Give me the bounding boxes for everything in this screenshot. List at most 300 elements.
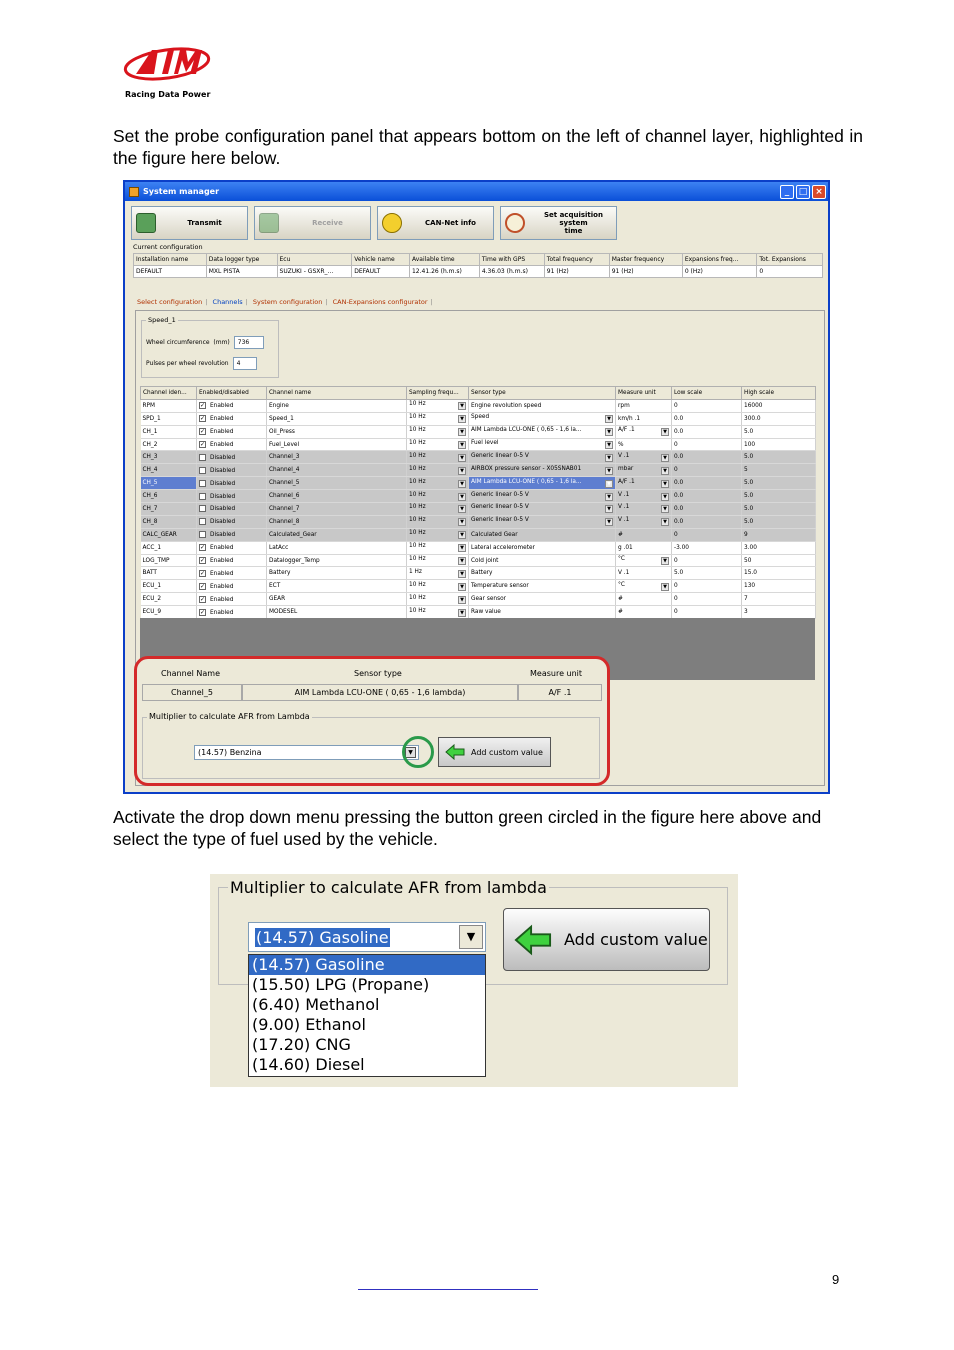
- sampling-frequency[interactable]: [407, 541, 469, 554]
- chevron-down-icon[interactable]: ▼: [458, 609, 466, 617]
- chevron-down-icon[interactable]: ▼: [458, 596, 466, 604]
- enable-checkbox[interactable]: ✓: [200, 608, 206, 616]
- sensor-type[interactable]: [469, 515, 616, 528]
- chevron-down-icon[interactable]: ▼: [661, 557, 669, 565]
- high-scale[interactable]: 5.0: [742, 425, 816, 438]
- channels-header-cell[interactable]: High scale: [742, 387, 816, 400]
- config-value-row[interactable]: [134, 266, 823, 278]
- channel-name[interactable]: Channel_8: [267, 515, 407, 528]
- sensor-type[interactable]: [469, 528, 616, 541]
- configuration-table: [133, 253, 823, 278]
- channel-state[interactable]: [197, 503, 267, 516]
- config-value-cell: MXL PISTA: [206, 266, 277, 278]
- table-row[interactable]: [141, 464, 816, 477]
- can-net-info-button[interactable]: CAN-Net info: [377, 206, 494, 240]
- measure-unit[interactable]: [616, 554, 672, 567]
- channel-state-label: Disabled: [210, 480, 236, 487]
- channel-state[interactable]: [197, 412, 267, 425]
- channel-name[interactable]: Oil_Press: [267, 425, 407, 438]
- speed-group-legend: Speed_1: [148, 316, 176, 324]
- minimize-icon[interactable]: _: [780, 185, 794, 199]
- channel-state[interactable]: [197, 541, 267, 554]
- fuel-option[interactable]: (6.40) Methanol: [252, 995, 380, 1014]
- sensor-type[interactable]: [469, 554, 616, 567]
- channel-state-label: Enabled: [210, 570, 234, 577]
- measure-unit[interactable]: [616, 464, 672, 477]
- chevron-down-icon[interactable]: ▼: [661, 428, 669, 436]
- table-row[interactable]: [141, 490, 816, 503]
- tab-select-configuration[interactable]: Select configuration: [137, 298, 203, 306]
- sensor-type-value: Lateral accelerometer: [471, 544, 535, 551]
- measure-unit-value: #: [618, 596, 623, 603]
- channel-state-label: Disabled: [210, 506, 236, 513]
- channel-id: ECU_2: [141, 593, 197, 606]
- measure-unit[interactable]: [616, 606, 672, 619]
- chevron-down-icon[interactable]: ▼: [458, 493, 466, 501]
- channel-state-label: Disabled: [210, 454, 236, 461]
- config-header-cell: Time with GPS: [479, 254, 544, 266]
- sensor-type-value: Generic linear 0-5 V: [471, 452, 529, 459]
- measure-unit-value: V .1: [618, 452, 630, 459]
- low-scale[interactable]: 0.0: [672, 425, 742, 438]
- fuel-option[interactable]: (17.20) CNG: [252, 1035, 351, 1054]
- chevron-down-icon[interactable]: ▼: [458, 518, 466, 526]
- measure-unit-value: V .1: [618, 491, 630, 498]
- config-header-cell: Total frequency: [544, 254, 609, 266]
- channel-state[interactable]: [197, 451, 267, 464]
- measure-unit[interactable]: [616, 412, 672, 425]
- enable-checkbox[interactable]: ✓: [200, 595, 206, 603]
- chevron-down-icon[interactable]: ▼: [458, 583, 466, 591]
- sensor-type[interactable]: [469, 490, 616, 503]
- enable-checkbox[interactable]: [199, 518, 206, 525]
- chevron-down-icon[interactable]: ▼: [661, 467, 669, 475]
- zoom-group-legend: Multiplier to calculate AFR from lambda: [230, 878, 547, 897]
- afr-group-legend: Multiplier to calculate AFR from Lambda: [149, 712, 310, 721]
- maximize-icon[interactable]: □: [796, 185, 810, 199]
- window-titlebar: [125, 182, 828, 201]
- channel-name[interactable]: Channel_4: [267, 464, 407, 477]
- measure-unit[interactable]: [616, 567, 672, 580]
- chevron-down-icon[interactable]: ▼: [661, 454, 669, 462]
- transmit-button[interactable]: Transmit: [131, 206, 248, 240]
- probe-sensor-type: AIM Lambda LCU-ONE ( 0,65 - 1,6 lambda): [242, 684, 518, 701]
- table-row[interactable]: [141, 425, 816, 438]
- wheel-circumference-input[interactable]: 736: [234, 336, 264, 349]
- sensor-type[interactable]: [469, 464, 616, 477]
- table-row[interactable]: [141, 412, 816, 425]
- arrow-left-icon: [514, 924, 552, 956]
- sampling-frequency[interactable]: [407, 477, 469, 490]
- sensor-type[interactable]: [469, 438, 616, 451]
- receive-button[interactable]: Receive: [254, 206, 371, 240]
- channels-header-cell[interactable]: Low scale: [672, 387, 742, 400]
- sensor-type[interactable]: [469, 412, 616, 425]
- sensor-type[interactable]: [469, 580, 616, 593]
- enable-checkbox[interactable]: ✓: [200, 544, 206, 552]
- enable-checkbox[interactable]: [199, 480, 206, 487]
- measure-unit-value: #: [618, 531, 623, 538]
- channel-id: CH_8: [141, 515, 197, 528]
- config-value-cell: 91 (Hz): [544, 266, 609, 278]
- chevron-down-icon[interactable]: ▼: [458, 402, 466, 410]
- sampling-frequency[interactable]: [407, 554, 469, 567]
- measure-unit-value: #: [618, 609, 623, 616]
- high-scale[interactable]: 5.0: [742, 477, 816, 490]
- chevron-down-icon[interactable]: ▼: [605, 505, 613, 513]
- measure-unit[interactable]: [616, 541, 672, 554]
- chevron-down-icon[interactable]: ▼: [458, 467, 466, 475]
- wheel-circumference-row: Wheel circumference (mm) 736: [146, 336, 264, 349]
- channel-state[interactable]: [197, 567, 267, 580]
- chevron-down-icon[interactable]: ▼: [661, 493, 669, 501]
- chevron-down-icon[interactable]: ▼: [605, 480, 613, 488]
- channel-id: ACC_1: [141, 541, 197, 554]
- low-scale[interactable]: 5.0: [672, 567, 742, 580]
- channels-header-cell[interactable]: Sampling frequ...: [407, 387, 469, 400]
- tab-can-expansions[interactable]: CAN-Expansions configurator: [332, 298, 428, 306]
- sampling-frequency[interactable]: [407, 515, 469, 528]
- high-scale[interactable]: 130: [742, 580, 816, 593]
- channel-name[interactable]: GEAR: [267, 593, 407, 606]
- chevron-down-icon[interactable]: ▼: [661, 480, 669, 488]
- channel-name[interactable]: Fuel_Level: [267, 438, 407, 451]
- measure-unit[interactable]: [616, 399, 672, 412]
- sensor-type[interactable]: [469, 541, 616, 554]
- channel-id: SPD_1: [141, 412, 197, 425]
- high-scale[interactable]: 15.0: [742, 567, 816, 580]
- table-row[interactable]: [141, 503, 816, 516]
- measure-unit[interactable]: [616, 503, 672, 516]
- low-scale[interactable]: 0: [672, 606, 742, 619]
- measure-unit[interactable]: [616, 580, 672, 593]
- table-row[interactable]: [141, 606, 816, 619]
- table-row[interactable]: [141, 567, 816, 580]
- table-row[interactable]: [141, 438, 816, 451]
- chevron-down-icon[interactable]: ▼: [458, 531, 466, 539]
- chevron-down-icon[interactable]: ▼: [458, 505, 466, 513]
- pulses-input[interactable]: 4: [233, 357, 257, 370]
- chevron-down-icon[interactable]: ▼: [458, 441, 466, 449]
- channels-header-cell[interactable]: Sensor type: [469, 387, 616, 400]
- channel-name[interactable]: MODESEL: [267, 606, 407, 619]
- channels-header-cell[interactable]: Enabled/disabled: [197, 387, 267, 400]
- fuel-option[interactable]: (9.00) Ethanol: [252, 1015, 366, 1034]
- channel-id: CH_5: [141, 477, 197, 490]
- chevron-down-icon[interactable]: ▼: [661, 583, 669, 591]
- set-acquisition-time-button[interactable]: Set acquisition system time: [500, 206, 617, 240]
- low-scale[interactable]: 0.0: [672, 515, 742, 528]
- sensor-type-value: Fuel level: [471, 440, 499, 446]
- high-scale[interactable]: 100: [742, 438, 816, 451]
- channel-state-label: Enabled: [210, 609, 234, 616]
- sensor-type[interactable]: [469, 425, 616, 438]
- high-scale[interactable]: 5.0: [742, 490, 816, 503]
- low-scale[interactable]: 0: [672, 399, 742, 412]
- low-scale[interactable]: 0: [672, 464, 742, 477]
- high-scale[interactable]: 3.00: [742, 541, 816, 554]
- channel-name[interactable]: Calculated_Gear: [267, 528, 407, 541]
- table-row[interactable]: [141, 528, 816, 541]
- sensor-type[interactable]: [469, 606, 616, 619]
- sampling-frequency[interactable]: [407, 425, 469, 438]
- channel-state-label: Enabled: [210, 545, 234, 552]
- header-measure-unit: Measure unit: [530, 669, 583, 678]
- channels-header-cell[interactable]: Channel iden...: [141, 387, 197, 400]
- enable-checkbox[interactable]: ✓: [200, 557, 206, 565]
- table-row[interactable]: [141, 515, 816, 528]
- measure-unit-value: A/F .1: [618, 478, 635, 485]
- fuel-option[interactable]: (15.50) LPG (Propane): [252, 975, 430, 994]
- channel-name[interactable]: Channel_6: [267, 490, 407, 503]
- low-scale[interactable]: 0: [672, 528, 742, 541]
- channel-state-label: Disabled: [210, 467, 236, 474]
- sensor-type-value: Generic linear 0-5 V: [471, 491, 529, 498]
- low-scale[interactable]: 0.0: [672, 412, 742, 425]
- channel-state[interactable]: [197, 528, 267, 541]
- add-custom-value-button[interactable]: Add custom value: [438, 737, 551, 767]
- config-header-cell: Expansions freq...: [682, 254, 757, 266]
- measure-unit[interactable]: [616, 528, 672, 541]
- channel-name[interactable]: Battery: [267, 567, 407, 580]
- channel-name[interactable]: Speed_1: [267, 412, 407, 425]
- measure-unit[interactable]: [616, 451, 672, 464]
- enable-checkbox[interactable]: ✓: [200, 582, 206, 590]
- channel-id: LOG_TMP: [141, 554, 197, 567]
- low-scale[interactable]: 0.0: [672, 503, 742, 516]
- sensor-type[interactable]: [469, 503, 616, 516]
- table-row[interactable]: [141, 554, 816, 567]
- channel-state[interactable]: [197, 580, 267, 593]
- low-scale[interactable]: -3.00: [672, 541, 742, 554]
- chevron-down-icon[interactable]: ▼: [661, 518, 669, 526]
- measure-unit[interactable]: [616, 515, 672, 528]
- tab-channels[interactable]: Channels: [212, 298, 243, 306]
- chevron-down-icon[interactable]: ▼: [458, 570, 466, 578]
- current-configuration-label: Current configuration: [133, 243, 203, 251]
- sampling-frequency[interactable]: [407, 580, 469, 593]
- sampling-frequency[interactable]: [407, 451, 469, 464]
- channel-state-label: Disabled: [210, 493, 236, 500]
- high-scale[interactable]: 50: [742, 554, 816, 567]
- frequency-value: 10 Hz: [409, 465, 426, 472]
- sensor-type-value: AIM Lambda LCU-ONE ( 0,65 - 1,6 la...: [471, 478, 582, 485]
- frequency-value: 10 Hz: [409, 504, 426, 511]
- config-value-cell: SUZUKI - GSXR_...: [277, 266, 352, 278]
- measure-unit[interactable]: [616, 425, 672, 438]
- config-value-cell: 12.41.26 (h.m.s): [409, 266, 479, 278]
- low-scale[interactable]: 0: [672, 438, 742, 451]
- enable-checkbox[interactable]: ✓: [200, 569, 206, 577]
- config-header-cell: Data logger type: [206, 254, 277, 266]
- channel-id: ECU_9: [141, 606, 197, 619]
- chevron-down-icon[interactable]: ▼: [458, 544, 466, 552]
- channel-id: CH_6: [141, 490, 197, 503]
- table-row[interactable]: [141, 593, 816, 606]
- sampling-frequency[interactable]: [407, 399, 469, 412]
- channel-name[interactable]: Channel_5: [267, 477, 407, 490]
- config-header-cell: Tot. Expansions: [757, 254, 823, 266]
- chevron-down-icon[interactable]: ▼: [458, 480, 466, 488]
- footer-link-underline[interactable]: [358, 1289, 538, 1290]
- high-scale[interactable]: 5: [742, 464, 816, 477]
- sampling-frequency[interactable]: [407, 438, 469, 451]
- lambda-probe-panel: [134, 656, 610, 786]
- tab-system-configuration[interactable]: System configuration: [252, 298, 323, 306]
- measure-unit[interactable]: [616, 438, 672, 451]
- chevron-down-icon[interactable]: ▼: [605, 467, 613, 475]
- channel-state[interactable]: [197, 477, 267, 490]
- channel-state[interactable]: [197, 490, 267, 503]
- receive-icon: [259, 213, 279, 233]
- sensor-type-value: Raw value: [471, 609, 501, 616]
- config-header-cell: Master frequency: [609, 254, 682, 266]
- enable-checkbox[interactable]: [199, 531, 206, 538]
- sampling-frequency[interactable]: [407, 503, 469, 516]
- table-row[interactable]: [141, 477, 816, 490]
- sensor-type[interactable]: [469, 451, 616, 464]
- config-value-cell: 4.36.03 (h.m.s): [479, 266, 544, 278]
- sampling-frequency[interactable]: [407, 464, 469, 477]
- measure-unit[interactable]: [616, 593, 672, 606]
- instruction-paragraph: Activate the drop down menu pressing the button green circled in the figure here above and select the type of fuel used by the vehicle.: [113, 807, 822, 849]
- channel-state[interactable]: [197, 515, 267, 528]
- enable-checkbox[interactable]: [199, 493, 206, 500]
- high-scale[interactable]: 5.0: [742, 503, 816, 516]
- chevron-down-icon[interactable]: ▼: [605, 518, 613, 526]
- channel-state[interactable]: [197, 554, 267, 567]
- channel-state[interactable]: [197, 593, 267, 606]
- chevron-down-icon[interactable]: ▼: [458, 557, 466, 565]
- channel-name[interactable]: ECT: [267, 580, 407, 593]
- measure-unit-value: V .1: [618, 504, 630, 511]
- channel-id: BATT: [141, 567, 197, 580]
- measure-unit[interactable]: [616, 477, 672, 490]
- toolbar: [131, 206, 617, 240]
- close-icon[interactable]: ×: [812, 185, 826, 199]
- table-row[interactable]: [141, 451, 816, 464]
- measure-unit[interactable]: [616, 490, 672, 503]
- low-scale[interactable]: 0: [672, 554, 742, 567]
- chevron-down-icon[interactable]: ▼: [458, 415, 466, 423]
- aim-logo-mark: [122, 44, 212, 82]
- high-scale[interactable]: 16000: [742, 399, 816, 412]
- channels-header-cell[interactable]: Measure unit: [616, 387, 672, 400]
- enable-checkbox[interactable]: ✓: [200, 415, 206, 423]
- channels-header-cell[interactable]: Channel name: [267, 387, 407, 400]
- table-row[interactable]: [141, 580, 816, 593]
- chevron-down-icon[interactable]: ▼: [661, 505, 669, 513]
- enable-checkbox[interactable]: [199, 505, 206, 512]
- chevron-down-icon[interactable]: ▼: [458, 454, 466, 462]
- low-scale[interactable]: 0.0: [672, 477, 742, 490]
- chevron-down-icon[interactable]: ▼: [605, 441, 613, 449]
- config-value-cell: DEFAULT: [352, 266, 410, 278]
- enable-checkbox[interactable]: ✓: [200, 428, 206, 436]
- chevron-down-icon[interactable]: ▼: [605, 493, 613, 501]
- high-scale[interactable]: 9: [742, 528, 816, 541]
- enable-checkbox[interactable]: [199, 454, 206, 461]
- table-row[interactable]: [141, 541, 816, 554]
- channel-name[interactable]: LatAcc: [267, 541, 407, 554]
- sampling-frequency[interactable]: [407, 593, 469, 606]
- high-scale[interactable]: 3: [742, 606, 816, 619]
- high-scale[interactable]: 5.0: [742, 451, 816, 464]
- frequency-value: 10 Hz: [409, 530, 426, 537]
- low-scale[interactable]: 0: [672, 593, 742, 606]
- channels-header-row: [141, 387, 816, 400]
- high-scale[interactable]: 7: [742, 593, 816, 606]
- channel-name[interactable]: Engine: [267, 399, 407, 412]
- frequency-value: 10 Hz: [409, 478, 426, 485]
- sensor-type[interactable]: [469, 399, 616, 412]
- sampling-frequency[interactable]: [407, 567, 469, 580]
- sensor-type-value: AIM Lambda LCU-ONE ( 0,65 - 1,6 la...: [471, 427, 582, 434]
- sensor-type-value: Engine revolution speed: [471, 402, 542, 409]
- sampling-frequency[interactable]: [407, 412, 469, 425]
- sampling-frequency[interactable]: [407, 490, 469, 503]
- sensor-type[interactable]: [469, 567, 616, 580]
- chevron-down-icon[interactable]: ▼: [605, 454, 613, 462]
- low-scale[interactable]: 0.0: [672, 451, 742, 464]
- low-scale[interactable]: 0: [672, 580, 742, 593]
- channel-state[interactable]: [197, 606, 267, 619]
- enable-checkbox[interactable]: ✓: [200, 441, 206, 448]
- zoom-fuel-select[interactable]: (14.57) Gasoline ▼: [248, 922, 486, 952]
- page-number: 9: [832, 1272, 840, 1287]
- frequency-value: 10 Hz: [409, 517, 426, 524]
- channel-state[interactable]: [197, 464, 267, 477]
- measure-unit-value: V .1: [618, 517, 630, 524]
- frequency-value: 10 Hz: [409, 440, 426, 446]
- probe-info-row: [142, 684, 602, 701]
- logo-tagline: Racing Data Power: [125, 90, 211, 99]
- channel-state[interactable]: [197, 399, 267, 412]
- channel-state[interactable]: [197, 438, 267, 451]
- channel-state-label: Enabled: [210, 558, 234, 565]
- high-scale[interactable]: 300.0: [742, 412, 816, 425]
- fuel-option[interactable]: (14.60) Diesel: [252, 1055, 365, 1074]
- low-scale[interactable]: 0.0: [672, 490, 742, 503]
- sampling-frequency[interactable]: [407, 528, 469, 541]
- chevron-down-icon[interactable]: ▼: [459, 925, 483, 949]
- chevron-down-icon[interactable]: ▼: [605, 428, 613, 436]
- fuel-option[interactable]: (14.57) Gasoline: [249, 955, 485, 975]
- channel-name[interactable]: Channel_7: [267, 503, 407, 516]
- channel-state-label: Enabled: [210, 583, 234, 590]
- speed-settings-group: [141, 316, 279, 378]
- sensor-type[interactable]: [469, 593, 616, 606]
- channel-name[interactable]: Datalogger_Temp: [267, 554, 407, 567]
- chevron-down-icon[interactable]: ▼: [405, 747, 416, 758]
- chevron-down-icon[interactable]: ▼: [458, 428, 466, 436]
- chevron-down-icon[interactable]: ▼: [605, 415, 613, 423]
- sensor-type[interactable]: [469, 477, 616, 490]
- enable-checkbox[interactable]: ✓: [200, 402, 206, 410]
- sampling-frequency[interactable]: [407, 606, 469, 619]
- config-header-cell: Ecu: [277, 254, 352, 266]
- enable-checkbox[interactable]: [199, 467, 206, 474]
- table-row[interactable]: [141, 399, 816, 412]
- channel-state[interactable]: [197, 425, 267, 438]
- fuel-type-select[interactable]: (14.57) Benzina ▼: [194, 745, 419, 760]
- frequency-value: 10 Hz: [409, 581, 426, 588]
- fuel-dropdown-zoom: [210, 874, 738, 1087]
- sensor-type-value: Speed: [471, 414, 490, 421]
- high-scale[interactable]: 5.0: [742, 515, 816, 528]
- channel-name[interactable]: Channel_3: [267, 451, 407, 464]
- zoom-add-custom-value-button[interactable]: Add custom value: [503, 908, 710, 971]
